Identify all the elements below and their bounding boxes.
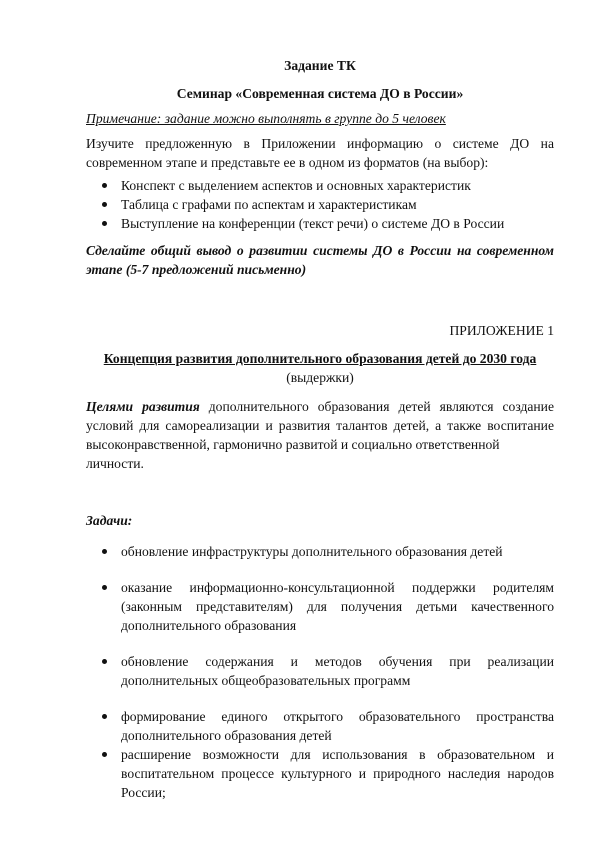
seminar-title: Семинар «Современная система ДО в России» <box>176 86 464 101</box>
appendix-label: ПРИЛОЖЕНИЕ 1 <box>449 323 554 338</box>
goals-lead: Целями развития <box>86 399 200 414</box>
bullet-icon <box>102 202 107 207</box>
list-item: формирование единого открытого образовательного пространства дополнительного образования детей <box>86 707 554 745</box>
bullet-icon <box>102 714 107 719</box>
note-text: Примечание: задание можно выполнять в группе до 5 человек <box>86 111 446 126</box>
task-title: Задание ТК <box>284 58 356 73</box>
bullet-icon <box>102 752 107 757</box>
concept-subtitle: (выдержки) <box>286 370 354 385</box>
formats-list <box>86 176 554 233</box>
intro-paragraph: Изучите предложенную в Приложении информацию о системе ДО на современном этапе и представьте ее в одном из форматов (на выбор): <box>86 136 554 170</box>
conclusion-instruction: Сделайте общий вывод о развитии системы ДО в России на современном этапе (5-7 предложений письменно) <box>86 243 554 277</box>
list-item: обновление содержания и методов обучения при реализации дополнительных общеобразовательных программ <box>86 652 554 690</box>
document-content <box>86 54 554 802</box>
goals-paragraph <box>86 397 554 473</box>
list-item: Конспект с выделением аспектов и основных характеристик <box>86 176 554 195</box>
goals-last: личности. <box>86 456 144 471</box>
bullet-icon <box>102 183 107 188</box>
list-item: Выступление на конференции (текст речи) о системе ДО в России <box>86 214 554 233</box>
list-item: расширение возможности для использования в образовательном и воспитательном процессе культурного и природного наследия народов России; <box>86 745 554 802</box>
list-item: Таблица с графами по аспектам и характеристикам <box>86 195 554 214</box>
tasks-heading: Задачи: <box>86 513 133 528</box>
concept-title: Концепция развития дополнительного образования детей до 2030 года <box>103 351 537 366</box>
list-item: оказание информационно-консультационной поддержки родителям (законным представителям) для получения детьми качественного дополнительного образования <box>86 578 554 635</box>
bullet-icon <box>102 221 107 226</box>
bullet-icon <box>102 549 107 554</box>
bullet-icon <box>102 659 107 664</box>
list-item: обновление инфраструктуры дополнительного образования детей <box>86 542 554 561</box>
goals-text: дополнительного образования детей являются создание условий для самореализации и развития талантов детей, а также воспитание высоконравственной, гармонично развитой и социально ответственной <box>86 399 554 452</box>
bullet-icon <box>102 585 107 590</box>
tasks-list <box>86 542 554 802</box>
